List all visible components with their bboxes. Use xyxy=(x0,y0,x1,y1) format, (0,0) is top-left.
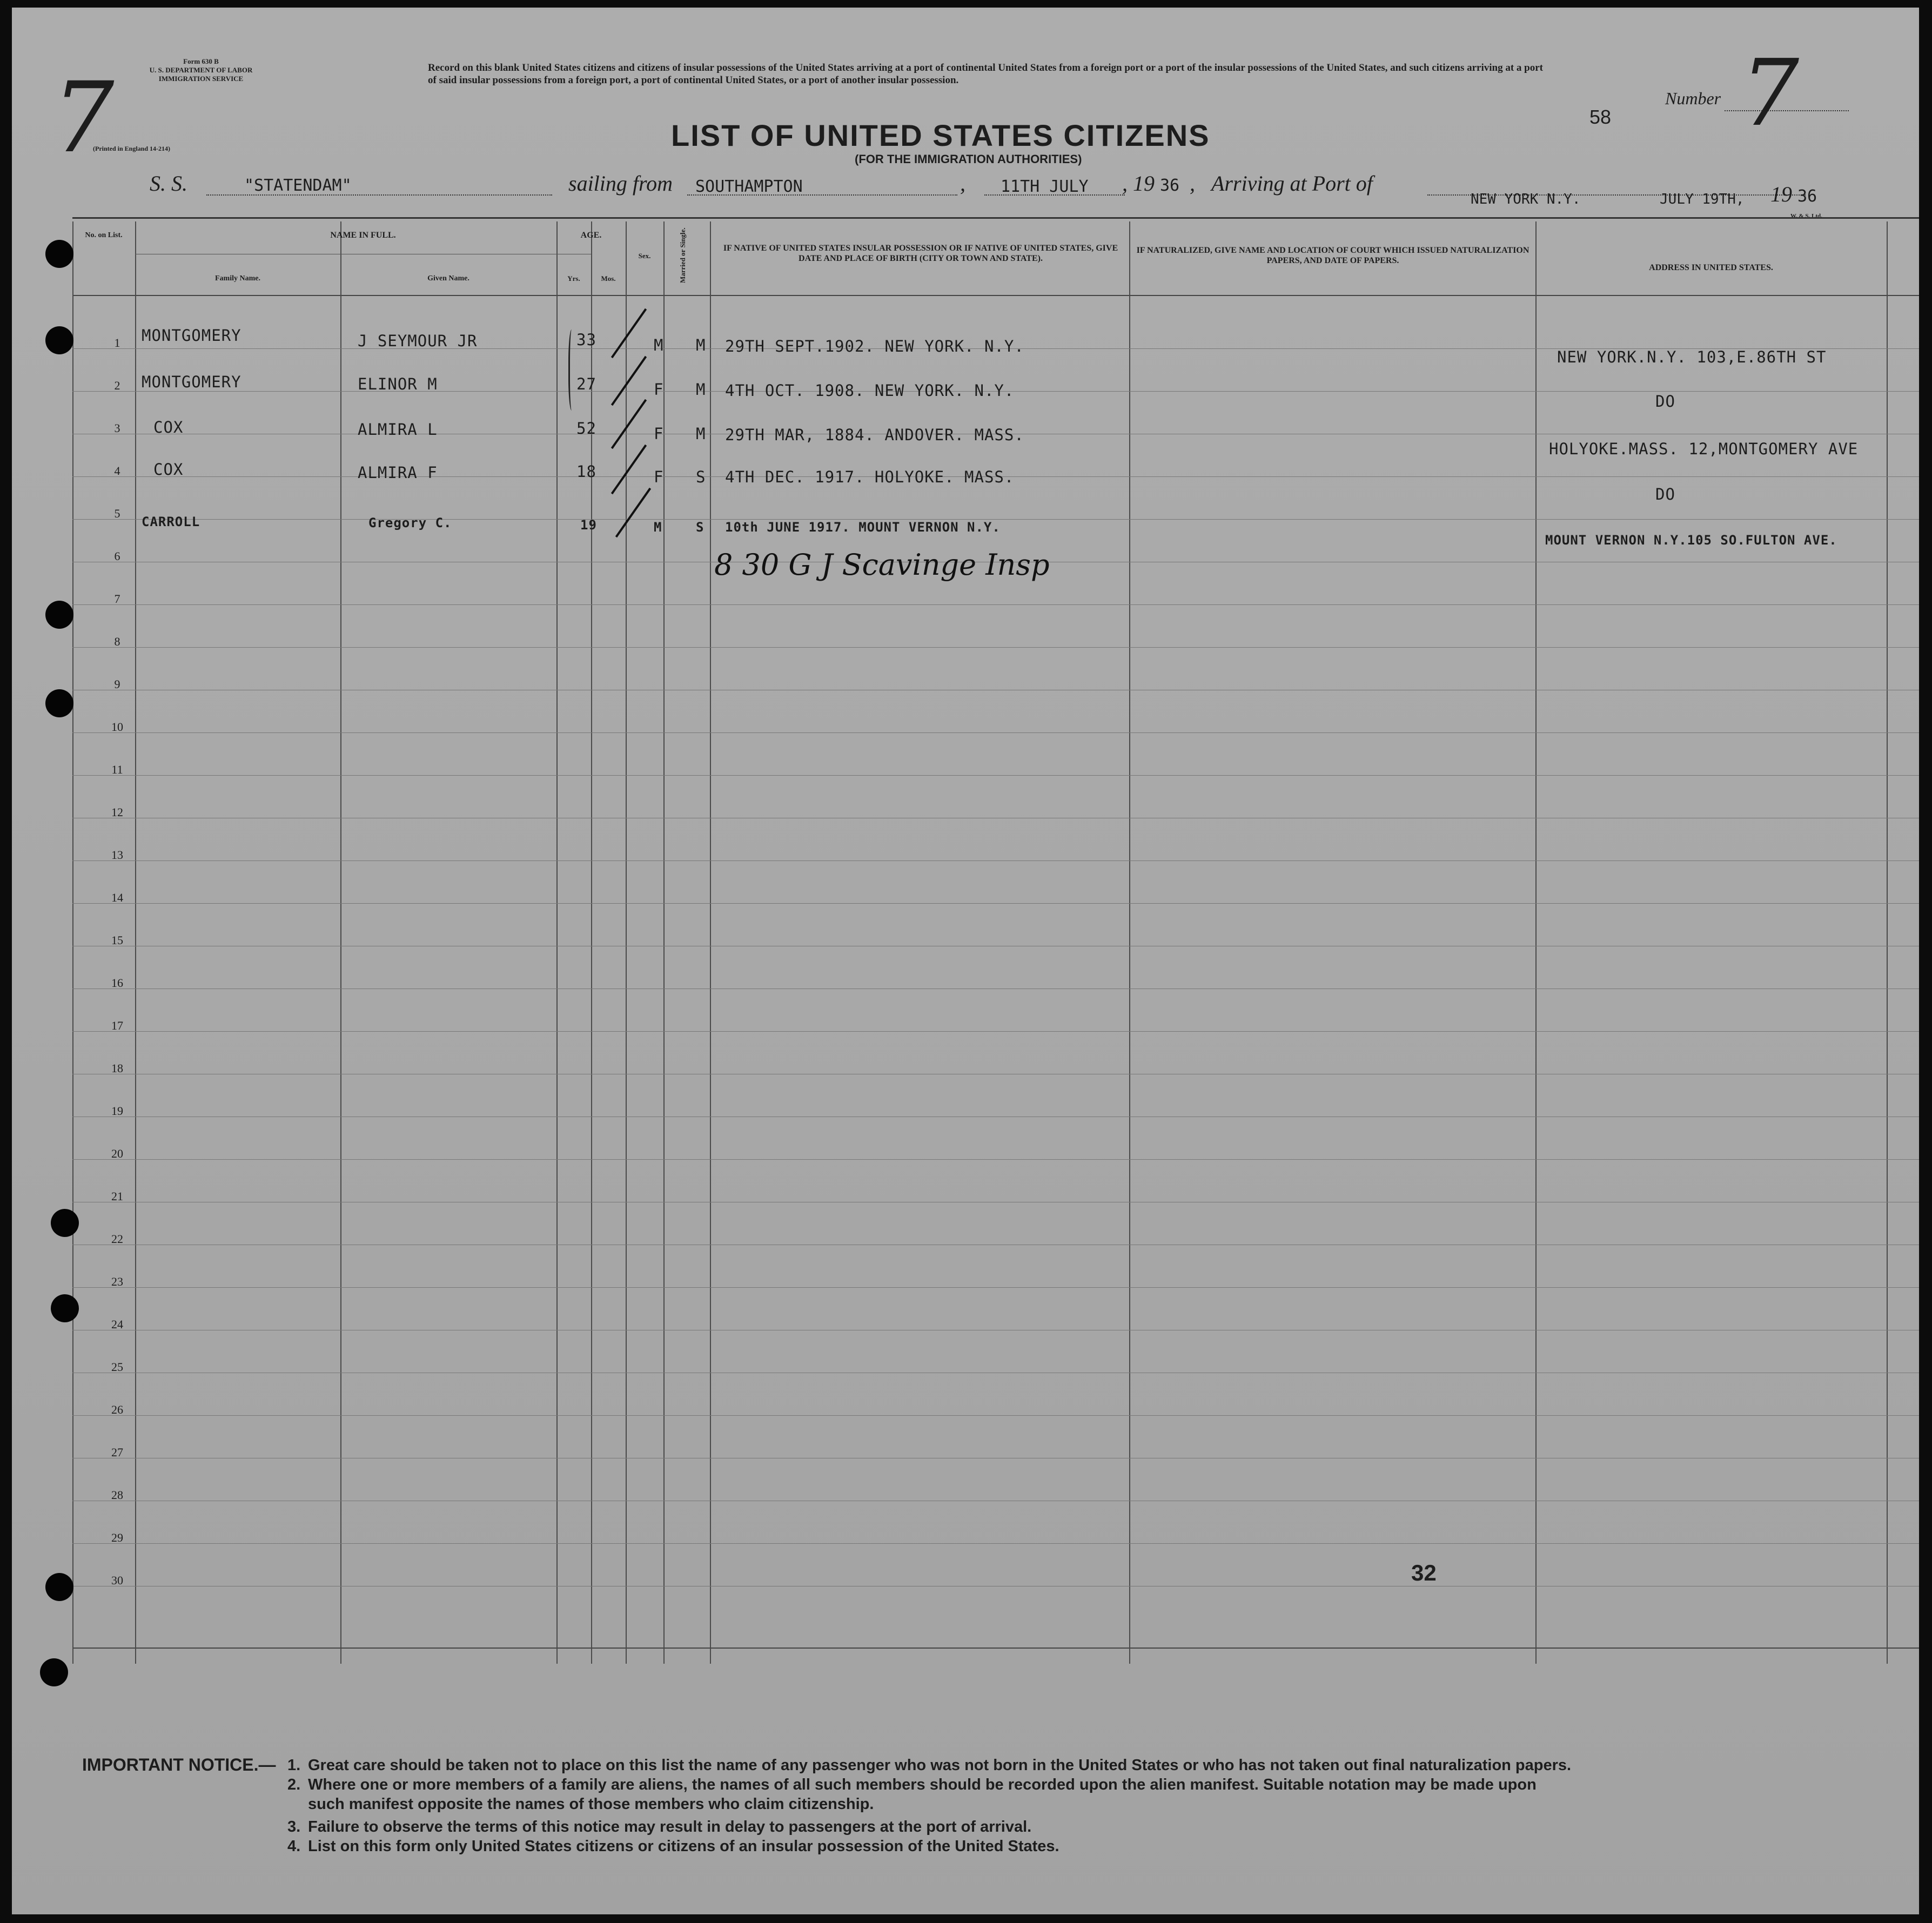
col-header-naturalized: IF NATURALIZED, GIVE NAME AND LOCATION OF COURT WHICH ISSUED NATURALIZATION PAPERS, AND DATE OF PAPERS. xyxy=(1136,246,1530,265)
row-rule xyxy=(72,732,1919,733)
row-1-sex: M xyxy=(654,336,664,354)
row-rule xyxy=(72,775,1919,776)
col-border xyxy=(72,221,73,1664)
col-border xyxy=(1535,221,1537,1664)
row-4-given: ALMIRA F xyxy=(358,463,438,482)
row-rule xyxy=(72,647,1919,648)
row-1-marital: M xyxy=(696,336,706,354)
check-mark xyxy=(611,308,647,358)
number-label: Number xyxy=(1665,89,1721,108)
row-number: 10 xyxy=(111,720,123,734)
row-3-address: HOLYOKE.MASS. 12,MONTGOMERY AVE xyxy=(1549,440,1859,458)
comma-3: , xyxy=(1190,171,1195,196)
sailing-port: SOUTHAMPTON xyxy=(695,177,803,196)
row-number: 21 xyxy=(111,1189,123,1203)
notice-number: 1. xyxy=(287,1757,301,1774)
comma-2: , xyxy=(1122,171,1128,196)
page-title: LIST OF UNITED STATES CITIZENS xyxy=(671,118,1210,152)
row-3-yrs: 52 xyxy=(576,419,596,438)
row-number: 15 xyxy=(111,933,123,947)
stamp-number: 58 xyxy=(1589,106,1612,128)
row-3-birth: 29TH MAR, 1884. ANDOVER. MASS. xyxy=(725,426,1024,444)
row-4-address: DO xyxy=(1655,485,1675,503)
col-border xyxy=(626,221,627,1664)
row-rule xyxy=(72,1031,1919,1032)
arrival-port: NEW YORK N.Y. xyxy=(1471,191,1581,207)
notice-number: 3. xyxy=(287,1818,301,1835)
notice-item xyxy=(308,1794,874,1814)
row-1-address: NEW YORK.N.Y. 103,E.86TH ST xyxy=(1557,348,1827,366)
row-number: 18 xyxy=(111,1061,123,1075)
row-4-birth: 4TH DEC. 1917. HOLYOKE. MASS. xyxy=(725,468,1015,486)
col-header-mos: Mos. xyxy=(601,274,616,283)
punch-hole xyxy=(51,1209,79,1237)
notice-item xyxy=(287,1837,1059,1856)
arrival-date: JULY 19TH, xyxy=(1660,191,1745,207)
col-header-name: NAME IN FULL. xyxy=(330,231,396,240)
row-2-sex: F xyxy=(654,380,664,399)
row-3-marital: M xyxy=(696,425,706,443)
row-1-birth: 29TH SEPT.1902. NEW YORK. N.Y. xyxy=(725,337,1024,355)
row-2-family: MONTGOMERY xyxy=(142,373,242,391)
row-number: 22 xyxy=(111,1232,123,1246)
form-instruction: Record on this blank United States citizens and citizens of insular possessions of the United States arriving at a port of continental United States from a foreign port or a port of the insular possessions of the United States, and such citizens arriving at a port of said insular possessions from a foreign port, a port of continental United States, or a port of another insular possession. xyxy=(428,62,1543,86)
arrival-year: 36 xyxy=(1797,187,1817,206)
table-top-border xyxy=(72,217,1919,219)
row-2-address: DO xyxy=(1655,392,1675,411)
form-identification xyxy=(93,57,309,83)
punch-hole xyxy=(45,689,73,717)
inspector-signature: 8 30 G J Scavinge Insp xyxy=(714,548,1050,582)
sail-year: 36 xyxy=(1160,176,1180,195)
row-number: 11 xyxy=(111,763,123,776)
manifest-sheet xyxy=(12,8,1919,1914)
row-number: 3 xyxy=(114,421,120,435)
arrival-year-prefix: 19 xyxy=(1770,182,1792,206)
row-number: 28 xyxy=(111,1488,123,1502)
row-4-yrs: 18 xyxy=(576,462,596,481)
notice-item xyxy=(287,1817,1032,1837)
sail-year-prefix: 19 xyxy=(1133,171,1155,196)
col-header-marital: Married or Single. xyxy=(679,227,687,283)
row-2-given: ELINOR M xyxy=(358,375,438,393)
col-header-given: Given Name. xyxy=(427,274,469,283)
notice-number: 2. xyxy=(287,1776,301,1793)
row-4-sex: F xyxy=(654,468,664,486)
header-bottom-border xyxy=(72,295,1919,296)
printed-in-note: (Printed in England 14-214) xyxy=(93,145,171,152)
col-border xyxy=(340,221,341,1664)
row-5-address: MOUNT VERNON N.Y.105 SO.FULTON AVE. xyxy=(1545,533,1837,548)
col-header-address: ADDRESS IN UNITED STATES. xyxy=(1649,263,1773,272)
sail-date: 11TH JULY xyxy=(1001,177,1089,196)
comma: , xyxy=(960,171,965,196)
page-subtitle: (FOR THE IMMIGRATION AUTHORITIES) xyxy=(855,152,1082,166)
col-header-sex: Sex. xyxy=(638,252,651,260)
row-2-marital: M xyxy=(696,380,706,399)
row-number: 7 xyxy=(114,592,120,606)
ss-label: S. S. xyxy=(150,171,187,196)
bracket-mark xyxy=(568,330,576,411)
col-border xyxy=(591,221,592,1664)
row-number: 12 xyxy=(111,805,123,819)
col-header-family: Family Name. xyxy=(215,274,260,283)
row-5-yrs: 19 xyxy=(580,517,597,533)
table-bottom-border xyxy=(72,1648,1919,1649)
col-border xyxy=(1129,221,1130,1664)
row-number: 1 xyxy=(114,336,120,349)
row-rule xyxy=(72,1415,1919,1416)
punch-hole xyxy=(45,1573,73,1601)
form-number: Form 630 B xyxy=(183,57,219,65)
punch-hole xyxy=(40,1658,68,1686)
punch-hole xyxy=(45,601,73,629)
row-number: 26 xyxy=(111,1403,123,1416)
notice-text: Great care should be taken not to place on this list the name of any passenger who was not born in the United States or who has not taken out final naturalization papers. xyxy=(308,1757,1572,1774)
punch-hole xyxy=(51,1294,79,1322)
row-number: 25 xyxy=(111,1360,123,1374)
row-number: 9 xyxy=(114,677,120,691)
col-header-birth: IF NATIVE OF UNITED STATES INSULAR POSSESSION OR IF NATIVE OF UNITED STATES, GIVE DATE AND PLACE OF BIRTH (CITY OR TOWN AND STATE). xyxy=(723,244,1118,263)
row-number: 4 xyxy=(114,464,120,478)
row-2-yrs: 27 xyxy=(576,375,596,393)
row-number: 24 xyxy=(111,1317,123,1331)
row-number: 8 xyxy=(114,635,120,648)
row-number: 5 xyxy=(114,507,120,520)
row-number: 2 xyxy=(114,379,120,392)
printer-mark: W. & S. Ltd. xyxy=(1790,213,1822,219)
service-name: IMMIGRATION SERVICE xyxy=(158,75,244,83)
check-mark xyxy=(615,488,651,537)
department-name: U. S. DEPARTMENT OF LABOR xyxy=(149,66,253,74)
row-number: 27 xyxy=(111,1445,123,1459)
row-5-family: CARROLL xyxy=(142,514,200,529)
row-rule xyxy=(72,1159,1919,1160)
row-5-sex: M xyxy=(654,520,662,535)
row-3-sex: F xyxy=(654,425,664,443)
row-number: 29 xyxy=(111,1531,123,1544)
arriving-label: Arriving at Port of xyxy=(1211,171,1373,196)
punch-hole xyxy=(45,240,73,268)
row-rule xyxy=(72,604,1919,605)
sailing-from-label: sailing from xyxy=(568,171,673,196)
row-number: 13 xyxy=(111,848,123,862)
check-mark xyxy=(611,356,647,406)
row-5-given: Gregory C. xyxy=(368,515,452,530)
corner-page-number: 7 xyxy=(52,62,115,174)
col-header-yrs: Yrs. xyxy=(567,274,580,283)
notice-text: such manifest opposite the names of those members who claim citizenship. xyxy=(308,1796,874,1813)
notice-text: Where one or more members of a family are aliens, the names of all such members should be recorded upon the alien manifest. Suitable notation may be made upon xyxy=(308,1776,1537,1793)
row-rule xyxy=(72,1543,1919,1544)
row-2-birth: 4TH OCT. 1908. NEW YORK. N.Y. xyxy=(725,381,1015,400)
row-1-family: MONTGOMERY xyxy=(142,326,242,345)
row-4-marital: S xyxy=(696,468,706,486)
row-number: 6 xyxy=(114,549,120,563)
punch-hole xyxy=(45,326,73,354)
row-number: 20 xyxy=(111,1147,123,1160)
row-rule xyxy=(72,860,1919,861)
page-count: 32 xyxy=(1411,1560,1437,1585)
row-4-family: COX xyxy=(153,460,184,479)
notice-item xyxy=(287,1756,1572,1775)
row-1-yrs: 33 xyxy=(576,331,596,349)
check-mark xyxy=(611,399,647,449)
notice-label: IMPORTANT NOTICE.— xyxy=(82,1755,276,1774)
notice-item xyxy=(287,1775,1537,1794)
row-number: 30 xyxy=(111,1574,123,1587)
row-number: 23 xyxy=(111,1275,123,1288)
row-5-birth: 10th JUNE 1917. MOUNT VERNON N.Y. xyxy=(725,520,1001,535)
row-3-family: COX xyxy=(153,418,184,436)
col-header-age: AGE. xyxy=(580,231,602,240)
check-mark xyxy=(611,445,647,494)
col-border xyxy=(710,221,711,1664)
ship-name: "STATENDAM" xyxy=(244,176,352,195)
row-rule xyxy=(72,1287,1919,1288)
row-number: 17 xyxy=(111,1019,123,1032)
notice-text: List on this form only United States citizens or citizens of an insular possession of the United States. xyxy=(308,1838,1059,1855)
row-number: 19 xyxy=(111,1104,123,1118)
col-border xyxy=(556,221,558,1664)
row-3-given: ALMIRA L xyxy=(358,420,438,439)
row-1-given: J SEYMOUR JR xyxy=(358,332,478,350)
col-header-no: No. on List. xyxy=(85,231,123,239)
row-number: 14 xyxy=(111,891,123,904)
row-number: 16 xyxy=(111,976,123,990)
row-5-marital: S xyxy=(696,520,705,535)
col-border xyxy=(1887,221,1888,1664)
row-rule xyxy=(72,903,1919,904)
notice-text: Failure to observe the terms of this notice may result in delay to passengers at the port of arrival. xyxy=(308,1818,1032,1835)
notice-number: 4. xyxy=(287,1838,301,1855)
list-number: 7 xyxy=(1741,40,1800,147)
